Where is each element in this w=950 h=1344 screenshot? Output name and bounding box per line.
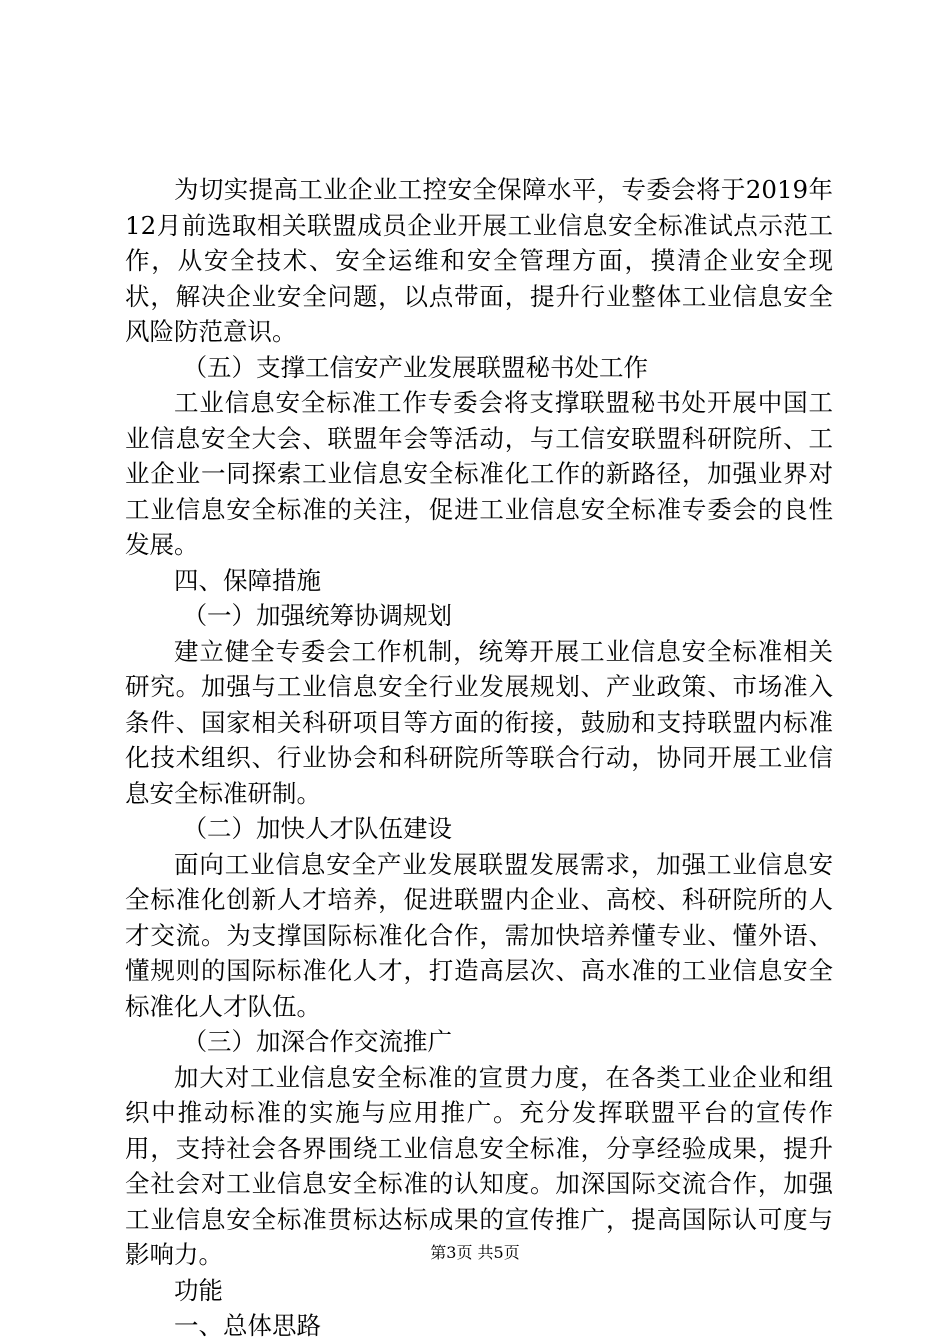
section-subheading: （一）加强统筹协调规划 — [182, 601, 453, 630]
paragraph: 面向工业信息安全产业发展联盟发展需求，加强工业信息安全标准化创新人才培养，促进联盟内企业、高校、科研院所的人才交流。为支撑国际标准化合作，需加快培养懂专业、懂外语、懂规则的国际标准化人才，打造高层次、高水准的工业信息安全标准化人才队伍。 — [125, 849, 833, 1021]
paragraph: 加大对工业信息安全标准的宣贯力度，在各类工业企业和组织中推动标准的实施与应用推广。充分发挥联盟平台的宣传作用，支持社会各界围绕工业信息安全标准，分享经验成果，提升全社会对工业信息安全标准的认知度。加深国际交流合作，加强工业信息安全标准贯标达标成果的宣传推广，提高国际认可度与影响力。 — [125, 1062, 833, 1269]
section-subheading: （三）加深合作交流推广 — [182, 1027, 453, 1056]
paragraph: 工业信息安全标准工作专委会将支撑联盟秘书处开展中国工业信息安全大会、联盟年会等活动，与工信安联盟科研院所、工业企业一同探索工业信息安全标准化工作的新路径，加强业界对工业信息安全标准的关注，促进工业信息安全标准专委会的良性发展。 — [125, 388, 833, 559]
section-heading: 功能 — [174, 1275, 223, 1305]
section-subheading: （二）加快人才队伍建设 — [182, 814, 453, 843]
section-heading: 一、总体思路 — [174, 1311, 321, 1340]
page-number-footer: 第3页 共5页 — [430, 1243, 520, 1262]
document-body — [125, 172, 833, 1344]
section-subheading: （五）支撑工信安产业发展联盟秘书处工作 — [182, 352, 649, 382]
section-heading: 四、保障措施 — [174, 565, 321, 595]
paragraph: 建立健全专委会工作机制，统筹开展工业信息安全标准相关研究。加强与工业信息安全行业发展规划、产业政策、市场准入条件、国家相关科研项目等方面的衔接，鼓励和支持联盟内标准化技术组织、行业协会和科研院所等联合行动，协同开展工业信息安全标准研制。 — [125, 636, 833, 808]
paragraph: 为切实提高工业企业工控安全保障水平，专委会将于2019年12月前选取相关联盟成员企业开展工业信息安全标准试点示范工作，从安全技术、安全运维和安全管理方面，摸清企业安全现状，解决企业安全问题，以点带面，提升行业整体工业信息安全风险防范意识。 — [125, 175, 833, 346]
